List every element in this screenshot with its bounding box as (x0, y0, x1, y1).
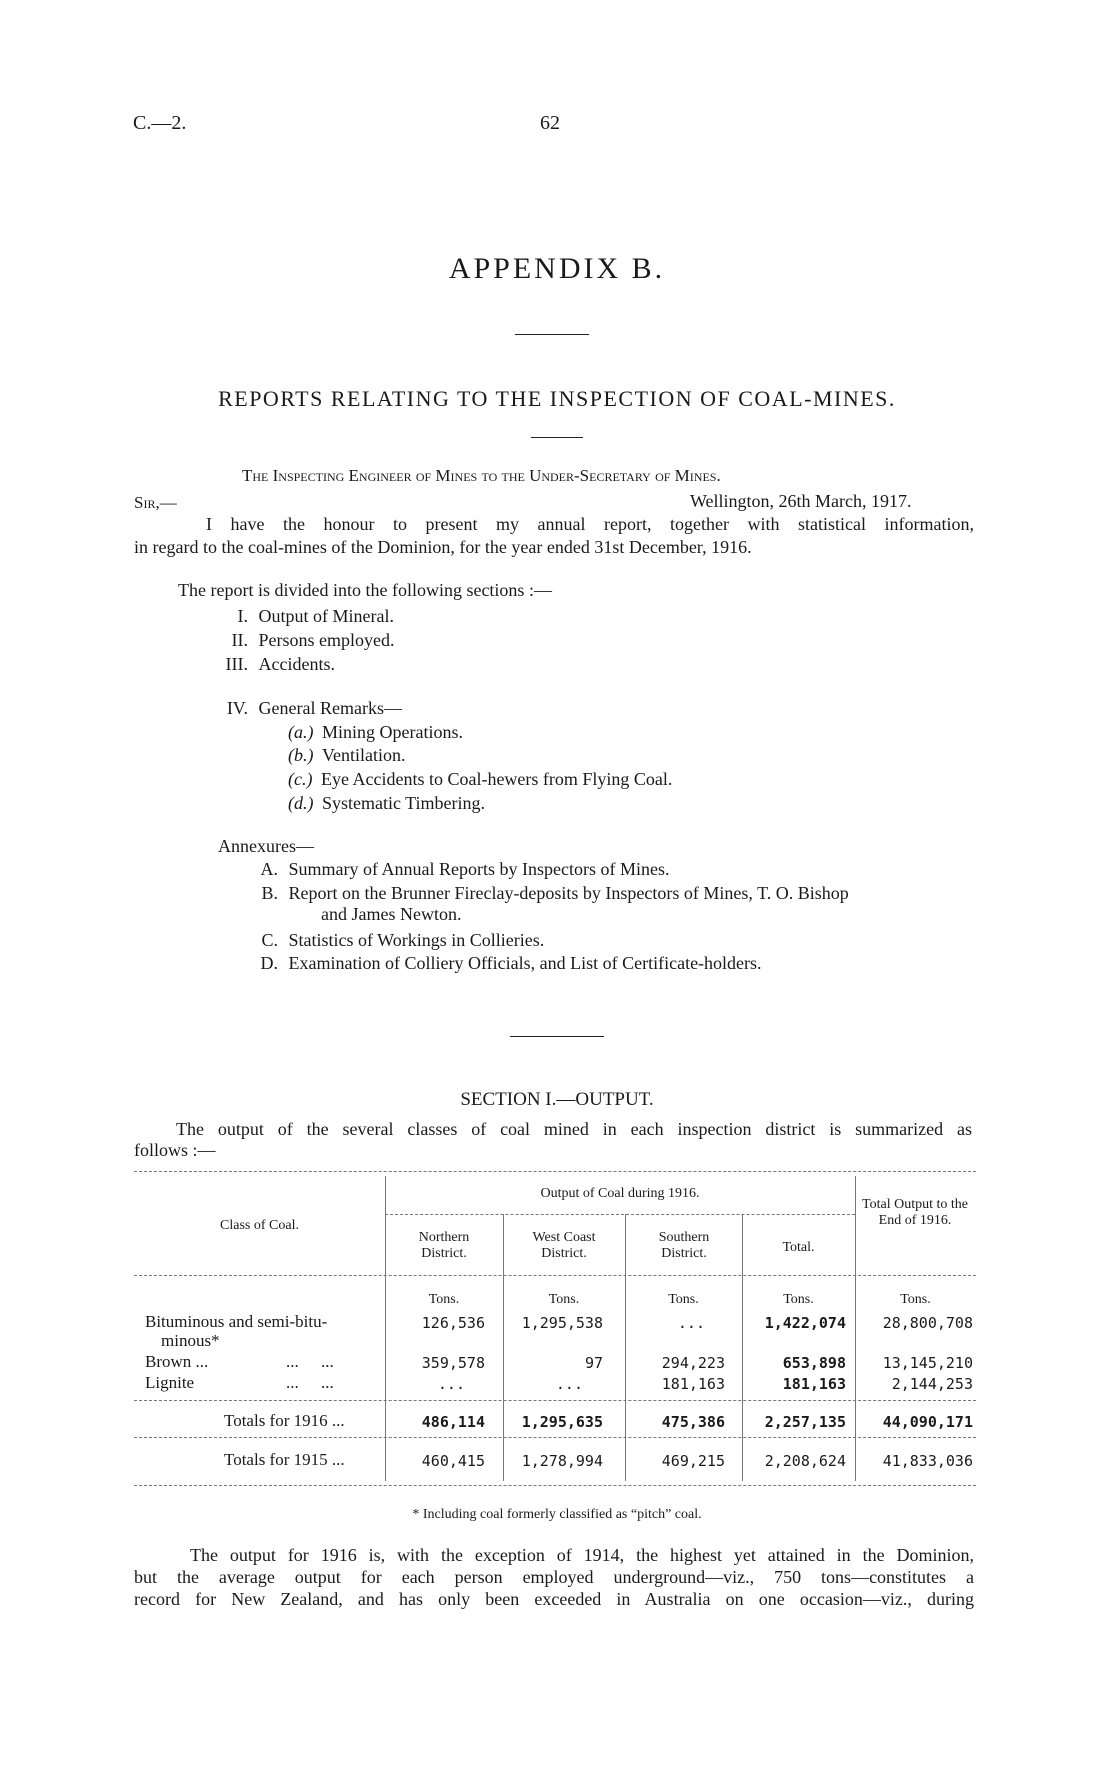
cell-total: 653,898 (782, 1354, 846, 1372)
row-label: Brown ... (145, 1352, 209, 1371)
annexure-item-a (252, 859, 669, 880)
section-item-3 (214, 654, 335, 675)
annexure-label: Summary of Annual Reports by Inspectors of Mines. (288, 859, 670, 879)
row-label: Bituminous and semi-bitu- (145, 1312, 328, 1331)
section-separator-rule (510, 1036, 604, 1037)
letter-heading: The Inspecting Engineer of Mines to the Under-Secretary of Mines. (242, 466, 721, 485)
table-column-divider (503, 1214, 504, 1481)
row-leader-dots: ... ... (286, 1352, 334, 1371)
cell-northern: 126,536 (421, 1314, 485, 1332)
subsection-label: Mining Operations. (322, 722, 463, 742)
subsection-item-b (288, 745, 406, 766)
cell-total-output: 28,800,708 (882, 1314, 973, 1332)
subsection-number: (d.) (288, 793, 314, 813)
cell-total: 2,257,135 (764, 1413, 846, 1431)
column-header-total-output: Total Output to the End of 1916. (862, 1197, 968, 1228)
column-header-west-coast: West Coast District. (532, 1230, 596, 1261)
letter-body-line-2: in regard to the coal-mines of the Dominion, for the year ended 31st December, 1916. (134, 537, 752, 557)
annexure-letter: C. (261, 930, 278, 950)
section-number: III. (225, 654, 248, 674)
subsection-item-a (288, 722, 463, 743)
table-top-rule (134, 1171, 976, 1172)
section-number: II. (231, 630, 248, 650)
cell-southern: 181,163 (661, 1375, 725, 1393)
cell-northern: 486,114 (421, 1413, 485, 1431)
section-intro-line-1: The output of the several classes of coal mined in each inspection district is summarized as (176, 1119, 972, 1139)
section-item-1 (214, 606, 394, 627)
table-totals-rule (134, 1400, 976, 1401)
closing-line-1: The output for 1916 is, with the exception of 1914, the highest yet attained in the Dominion, (190, 1545, 974, 1565)
section-label: General Remarks— (258, 698, 402, 718)
sections-intro: The report is divided into the following sections :— (178, 580, 552, 600)
cell-west-coast: 97 (584, 1354, 603, 1372)
letter-place-date: Wellington, 26th March, 1917. (690, 491, 912, 511)
subsection-number: (c.) (288, 769, 313, 789)
cell-southern: ... (677, 1314, 705, 1332)
cell-total-output: 41,833,036 (882, 1452, 973, 1470)
subsection-label: Systematic Timbering. (322, 793, 486, 813)
totals-1915-label: Totals for 1915 ... (224, 1450, 345, 1469)
cell-northern: 359,578 (421, 1354, 485, 1372)
column-header-northern: Northern District. (418, 1230, 470, 1261)
cell-total-output: 13,145,210 (882, 1354, 973, 1372)
cell-total: 181,163 (782, 1375, 846, 1393)
subsection-label: Eye Accidents to Coal-hewers from Flying Coal. (320, 769, 673, 789)
subsection-item-d (288, 793, 485, 814)
cell-total: 2,208,624 (764, 1452, 846, 1470)
table-bottom-rule (134, 1485, 976, 1486)
report-subtitle: REPORTS RELATING TO THE INSPECTION OF COAL-MINES. (218, 386, 896, 411)
section-number: IV. (226, 698, 248, 718)
annexure-item-b-continued: and James Newton. (321, 904, 462, 924)
cell-total: 1,422,074 (764, 1314, 846, 1332)
section-item-2 (214, 630, 394, 651)
appendix-title: APPENDIX B. (448, 252, 666, 285)
annexure-item-c (252, 930, 544, 951)
doc-reference: C.—2. (133, 112, 187, 134)
section-intro-line-2: follows :— (134, 1140, 216, 1160)
letter-body-line-1: I have the honour to present my annual report, together with statistical information, (206, 514, 974, 534)
row-label-continued: minous* (161, 1331, 220, 1350)
column-header-southern: Southern District. (658, 1230, 710, 1261)
column-header-total: Total. (782, 1240, 815, 1255)
cell-west-coast: ... (555, 1375, 583, 1393)
letter-salutation: Sir,— (134, 493, 177, 512)
annexure-item-b (252, 883, 849, 904)
section-label: Accidents. (258, 654, 335, 674)
annexure-item-d (252, 953, 762, 974)
cell-northern: ... (437, 1375, 465, 1393)
column-group-header: Output of Coal during 1916. (540, 1186, 700, 1201)
title-rule (515, 334, 589, 335)
table-footnote: * Including coal formerly classified as “pitch” coal. (412, 1507, 702, 1522)
section-label: Output of Mineral. (258, 606, 394, 626)
annexure-letter: B. (261, 883, 278, 903)
annexure-letter: A. (260, 859, 278, 879)
cell-west-coast: 1,278,994 (521, 1452, 603, 1470)
cell-west-coast: 1,295,538 (521, 1314, 603, 1332)
closing-line-3: record for New Zealand, and has only been exceeded in Australia on one occasion—viz., during (134, 1589, 974, 1609)
section-number: I. (237, 606, 248, 626)
cell-southern: 475,386 (661, 1413, 725, 1431)
table-group-rule (385, 1214, 855, 1215)
cell-southern: 469,215 (661, 1452, 725, 1470)
unit-label: Tons. (783, 1292, 814, 1307)
subtitle-rule (531, 437, 583, 438)
cell-southern: 294,223 (661, 1354, 725, 1372)
table-totals-1915-rule (134, 1437, 976, 1438)
row-label: Lignite (145, 1373, 195, 1392)
cell-northern: 460,415 (421, 1452, 485, 1470)
unit-label: Tons. (900, 1292, 931, 1307)
subsection-number: (b.) (288, 745, 314, 765)
row-leader-dots: ... ... (286, 1373, 334, 1392)
totals-1916-label: Totals for 1916 ... (224, 1411, 345, 1430)
unit-label: Tons. (428, 1292, 460, 1307)
page-number: 62 (540, 112, 560, 134)
annexures-heading: Annexures— (218, 836, 314, 856)
subsection-item-c (288, 769, 672, 790)
subsection-number: (a.) (288, 722, 314, 742)
cell-total-output: 44,090,171 (882, 1413, 973, 1431)
cell-total-output: 2,144,253 (891, 1375, 973, 1393)
section-heading: SECTION I.—OUTPUT. (460, 1089, 654, 1110)
unit-label: Tons. (548, 1292, 580, 1307)
column-header-class: Class of Coal. (220, 1218, 299, 1233)
cell-west-coast: 1,295,635 (521, 1413, 603, 1431)
annexure-label: Report on the Brunner Fireclay-deposits by Inspectors of Mines, T. O. Bishop (288, 883, 849, 903)
table-column-divider (625, 1214, 626, 1481)
unit-label: Tons. (668, 1292, 699, 1307)
subsection-label: Ventilation. (322, 745, 406, 765)
closing-line-2: but the average output for each person employed underground—viz., 750 tons—constitutes a (134, 1567, 974, 1587)
annexure-label: Examination of Colliery Officials, and List of Certificate-holders. (288, 953, 762, 973)
table-header-bottom-rule (134, 1275, 976, 1276)
annexure-label: Statistics of Workings in Collieries. (288, 930, 545, 950)
section-item-4 (214, 698, 402, 719)
annexure-letter: D. (260, 953, 278, 973)
section-label: Persons employed. (258, 630, 395, 650)
